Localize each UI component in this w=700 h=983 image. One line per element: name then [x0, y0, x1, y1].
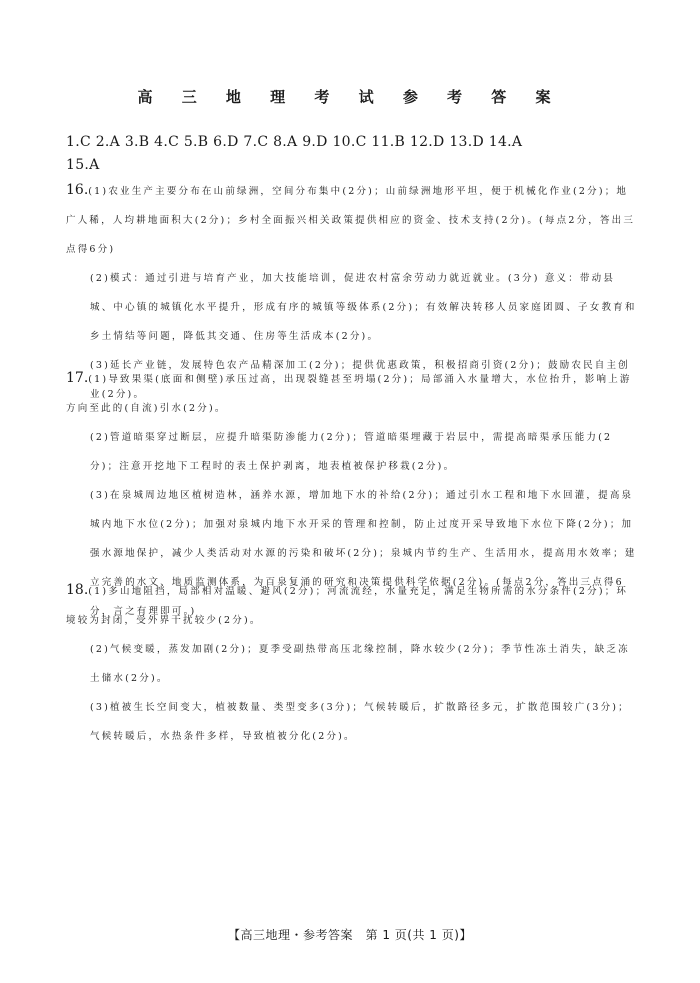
question-18-part2: (2)气候变暖，蒸发加剧(2分)；夏季受副热带高压北缘控制，降水较少(2分)；季节性冻土消失，缺乏冻土储水(2分)。: [90, 644, 630, 684]
question-18-number: 18.: [66, 582, 89, 598]
question-16-number: 16.: [66, 182, 89, 198]
question-17-part3: (3)在泉城周边地区植树造林，涵养水源，增加地下水的补给(2分)；通过引水工程和地下水回灌，提高泉城内地下水位(2分)；加强对泉城内地下水开采的管理和控制，防止过度开采导致地下水位下降(2分)；加强水源地保护，减少人类活动对水源的污染和破坏(2分)；泉城内节约生产、生活用水，提高用水效率；建立完善的水文、地质监测体系，为百泉复涌的研究和决策提供科学依据(2分)。(每点2分，答出三点得6分，言之有理即可。): [90, 490, 637, 617]
question-18-part1-text: (1)多山地阻挡，局部相对温暖、避风(2分)；河流流经，水量充足，满足生物所需的水分条件(2分)；环境较为封闭，受外界干扰较少(2分)。: [66, 586, 629, 626]
question-18-part1: [66, 576, 638, 635]
page-title: 高 三 地 理 考 试 参 考 答 案: [137, 88, 563, 106]
page-footer: 【高三地理・参考答案 第 1 页(共 1 页)】: [228, 928, 472, 942]
question-17-part1-text: (1)导致果渠(底面和侧壁)承压过高，出现裂缝甚至坍塌(2分)；局部涌入水量增大，水位抬升，影响上游方向至此的(自流)引水(2分)。: [66, 374, 632, 414]
question-17-part2: (2)管道暗渠穿过断层，应提升暗渠防渗能力(2分)；管道暗渠埋藏于岩层中，需提高暗渠承压能力(2分)；注意开挖地下工程时的表土保护剥离，地表植被保护移栽(2分)。: [90, 432, 613, 472]
question-16-part1-text: (1)农业生产主要分布在山前绿洲，空间分布集中(2分)；山前绿洲地形平坦，便于机械化作业(2分)；地广人稀，人均耕地面积大(2分)；乡村全面振兴相关政策提供相应的资金、技术支持(2分)。(每点2分，答出三点得6分): [66, 186, 636, 255]
question-17-part1: [66, 364, 638, 423]
question-16-part3: (3)延长产业链，发展特色农产品精深加工(2分)；提供优惠政策，积极招商引资(2分)；鼓励农民自主创业(2分)。: [90, 360, 630, 400]
question-17-number: 17.: [66, 370, 89, 386]
question-18-answer: [66, 576, 638, 751]
question-16-part1: [66, 176, 638, 264]
question-16-part2: (2)模式：通过引进与培育产业，加大技能培训，促进农村富余劳动力就近就业。(3分) 意义：带动县城、中心镇的城镇化水平提升，形成有序的城镇等级体系(2分)；有效解决转移人员家庭团圆、子女教育和乡土情结等问题，降低其交通、住房等生活成本(2分)。: [90, 273, 637, 342]
multiple-choice-answers-row1: 1.C 2.A 3.B 4.C 5.B 6.D 7.C 8.A 9.D 10.C 11.B 12.D 13.D 14.A: [66, 134, 523, 150]
multiple-choice-answers-row2: 15.A: [66, 157, 100, 173]
question-18-part3: (3)植被生长空间变大，植被数量、类型变多(3分)；气候转暖后，扩散路径多元，扩散范围较广(3分)；气候转暖后，水热条件多样，导致植被分化(2分)。: [90, 702, 630, 742]
